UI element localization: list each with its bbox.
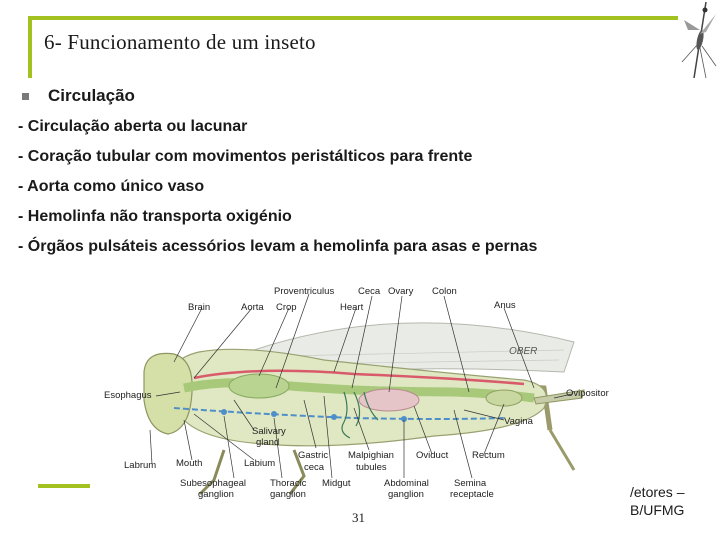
footer-text-line1: /etores – [630, 484, 685, 500]
label-midgut: Midgut [322, 478, 351, 489]
label-ceca: Ceca [358, 286, 381, 297]
label-rectum: Rectum [472, 450, 505, 461]
label-aorta: Aorta [241, 302, 264, 313]
label-salivary-2: gland [256, 437, 280, 448]
label-oviduct: Oviduct [416, 450, 449, 461]
label-gastric-1: Gastric [298, 450, 329, 461]
label-salivary-1: Salivary [252, 426, 286, 437]
list-item: - Coração tubular com movimentos peristálticos para frente [18, 148, 473, 165]
label-anus: Anus [494, 300, 516, 311]
label-subesophageal-2: ganglion [198, 489, 234, 500]
slide-title: 6- Funcionamento de um inseto [44, 30, 316, 54]
list-item: - Órgãos pulsáteis acessórios levam a hemolinfa para asas e pernas [18, 238, 538, 255]
mosquito-icon [676, 0, 720, 80]
list-item: - Hemolinfa não transporta oxigénio [18, 208, 292, 225]
insect-anatomy-diagram [104, 280, 620, 500]
label-colon: Colon [432, 286, 457, 297]
bullet-heading: Circulação [48, 86, 135, 105]
footer-accent-bar [38, 484, 90, 488]
label-abdominal-2: ganglion [388, 489, 424, 500]
label-ovary: Ovary [388, 286, 414, 297]
label-esophagus: Esophagus [104, 390, 152, 401]
label-abdominal-1: Abdominal [384, 478, 429, 489]
label-labium: Labium [244, 458, 276, 469]
label-brain: Brain [188, 302, 211, 313]
label-ovipositor: Ovipositor [566, 388, 609, 399]
label-crop: Crop [276, 302, 297, 313]
footer-text-line2: B/UFMG [630, 502, 685, 518]
list-item: - Circulação aberta ou lacunar [18, 118, 248, 135]
diagram-stamp: OBER [509, 346, 538, 357]
label-vagina: Vagina [504, 416, 533, 427]
page-number: 31 [352, 510, 365, 525]
bullet-square-icon [22, 93, 29, 100]
label-mouth: Mouth [176, 458, 203, 469]
label-subesophageal-1: Subesophageal [180, 478, 247, 489]
label-malpighian-2: tubules [356, 462, 387, 473]
label-labrum: Labrum [124, 460, 157, 471]
label-heart: Heart [340, 302, 364, 313]
label-proventriculus: Proventriculus [274, 286, 335, 297]
title-frame-left [28, 16, 32, 78]
label-thoracic-2: ganglion [270, 489, 306, 500]
label-gastric-2: ceca [304, 462, 325, 473]
list-item: - Aorta como único vaso [18, 178, 205, 195]
label-seminal-1: Semina [454, 478, 487, 489]
label-seminal-2: receptacle [450, 489, 494, 500]
label-thoracic-1: Thoracic [270, 478, 307, 489]
title-frame-top [28, 16, 678, 20]
label-malpighian-1: Malpighian [348, 450, 394, 461]
